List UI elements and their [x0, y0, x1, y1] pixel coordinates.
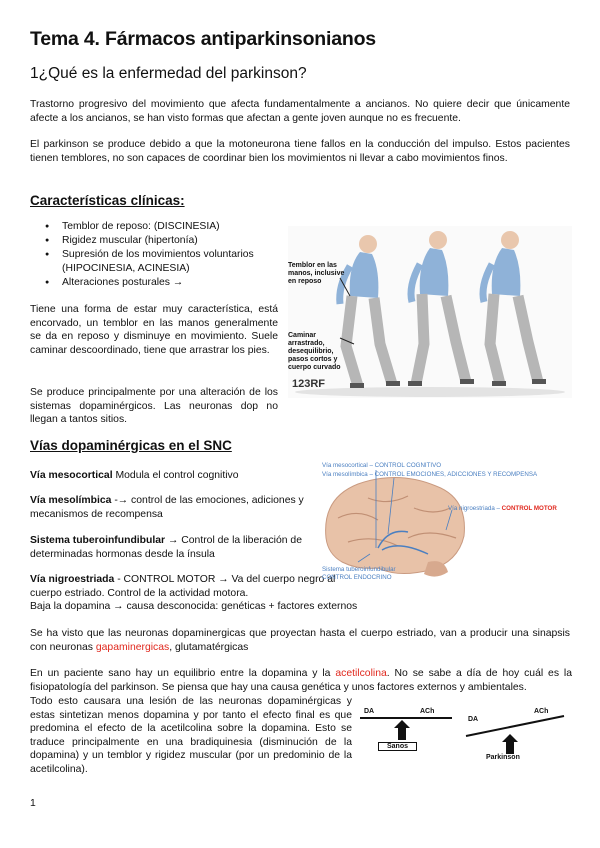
- page-number: 1: [30, 798, 36, 809]
- posture-paragraph: Tiene una forma de estar muy característica, está encorvado, un temblor en las manos generalmente se da en reposo y disminuye en movimiento. Suele caminar descoordinado, tiene que arrastrar los pies.: [30, 304, 278, 356]
- balance-figure: [358, 702, 572, 774]
- page-title: Tema 4. Fármacos antiparkinsonianos: [30, 28, 376, 50]
- lesion-paragraph: Todo esto causara una lesión de las neuronas dopaminérgicas y estas sintetizan menos dopamina y por tanto el efecto final es que predomina el efecto de la acetilcolina sobre la dopamina. Esto se traduce principalmente en una bradiquinesia (disminución de la dopamina) y un temblor y rigidez muscular (por un predominio de la acetilcolina).: [30, 696, 352, 775]
- pathway-name: Vía mesolímbica: [30, 495, 112, 506]
- projection-paragraph: [30, 627, 570, 654]
- label-text-red: CONTROL MOTOR: [501, 505, 557, 512]
- text: . No se sabe a día de hoy cuál es la fisiopatología del parkinson. Se piensa que hay una causa genética y unos factores externos y ambientales.: [30, 668, 572, 693]
- ach-label: ACh: [534, 708, 549, 715]
- gait-label: Caminar arrastrado, desequilibrio, pasos cortos y cuerpo curvado: [288, 332, 341, 371]
- brain-pathways-figure: [318, 458, 580, 588]
- pathway-name: Sistema tuberoinfundibular: [30, 535, 166, 546]
- pathway-name: Vía mesocortical: [30, 470, 113, 481]
- walking-people-illustration: [288, 226, 572, 398]
- label-mesolimbic: Vía mesolímbica – CONTROL EMOCIONES, ADICCIONES Y RECOMPENSA: [322, 471, 538, 478]
- tremor-label: Temblor en las manos, inclusive en reposo: [288, 262, 345, 285]
- da-label: DA: [364, 708, 375, 715]
- list-item: ● Rigidez muscular (hipertonía): [30, 234, 290, 248]
- intro-paragraph: Trastorno progresivo del movimiento que afecta fundamentalmente a ancianos. No quiere decir que únicamente afecte a los ancianos, se han visto formas que afectan a gente joven aunque no es frecuente.: [30, 99, 570, 124]
- text: Se ha visto que las neuronas dopaminergicas que proyectan hasta el cuerpo estriado, van a producir una sinapsis con neuronas: [30, 628, 570, 653]
- dopamine-cause-line: Baja la dopamina → causa desconocida: genéticas + factores externos: [30, 601, 358, 612]
- pathway-text: Modula el control cognitivo: [112, 470, 239, 481]
- pathway-text: → Control de la liberación de determinadas hormonas desde la ínsula: [30, 535, 302, 560]
- highlight-text: acetilcolina: [335, 668, 387, 679]
- pathway-mesocortical: [30, 469, 310, 483]
- pathway-text: -→ control de las emociones, adiciones y mecanismos de recompensa: [30, 495, 304, 520]
- ach-label: ACh: [420, 708, 435, 715]
- pathway-text: - CONTROL MOTOR → Va del cuerpo negro al cuerpo estriado. Control de la actividad motora.: [30, 574, 336, 599]
- label-mesocortical: Vía mesocortical – CONTROL COGNITIVO: [322, 462, 442, 469]
- label-text: CONTROL ENDOCRINO: [322, 574, 392, 581]
- clinical-list: [30, 220, 290, 290]
- section-heading: 1¿Qué es la enfermedad del parkinson?: [30, 65, 307, 82]
- healthy-label: Sanos: [378, 742, 417, 751]
- cause-paragraph: El parkinson se produce debido a que la motoneurona tiene fallos en la conducción del impulso. Estos pacientes tienen temblores, no son capaces de coordinar bien los movimientos ni llevar a cabo movimientos finos.: [30, 139, 570, 164]
- pathways-heading: Vías dopaminérgicas en el SNC: [30, 438, 232, 453]
- watermark-logo: 123RF: [292, 378, 326, 390]
- parkinson-label: Parkinson: [486, 754, 520, 761]
- text: , glutamatérgicas: [169, 641, 249, 653]
- label-text: Vía nigroestriada –: [448, 505, 502, 512]
- pathway-mesolimbic: [30, 494, 312, 521]
- pathway-name: Vía nigroestriada: [30, 574, 115, 585]
- label-text: Sistema tuberoinfundibular: [322, 566, 396, 573]
- highlight-text: gapaminergicas: [95, 641, 170, 653]
- list-item: ● Temblor de reposo: (DISCINESIA): [30, 220, 290, 234]
- clinical-heading: Características clínicas:: [30, 193, 185, 208]
- label-tuberoinfundibular: [322, 566, 396, 582]
- parkinson-walk-figure: [288, 226, 572, 398]
- da-label: DA: [468, 716, 479, 723]
- balance-paragraph: [30, 667, 572, 694]
- pathway-nigrostriatal: [30, 573, 340, 600]
- text: En un paciente sano hay un equilibrio entre la dopamina y la: [30, 668, 336, 679]
- list-item: ● Alteraciones posturales →: [30, 276, 290, 290]
- label-nigrostriatal: [448, 505, 557, 512]
- dopamine-paragraph: Se produce principalmente por una alteración de los sistemas dopaminérgicos. Las neuronas dop no llegan a tantos sitios.: [30, 387, 278, 426]
- pathway-tuberoinfundibular: [30, 534, 312, 561]
- list-item: ● Supresión de los movimientos voluntarios (HIPOCINESIA, ACINESIA): [30, 248, 290, 276]
